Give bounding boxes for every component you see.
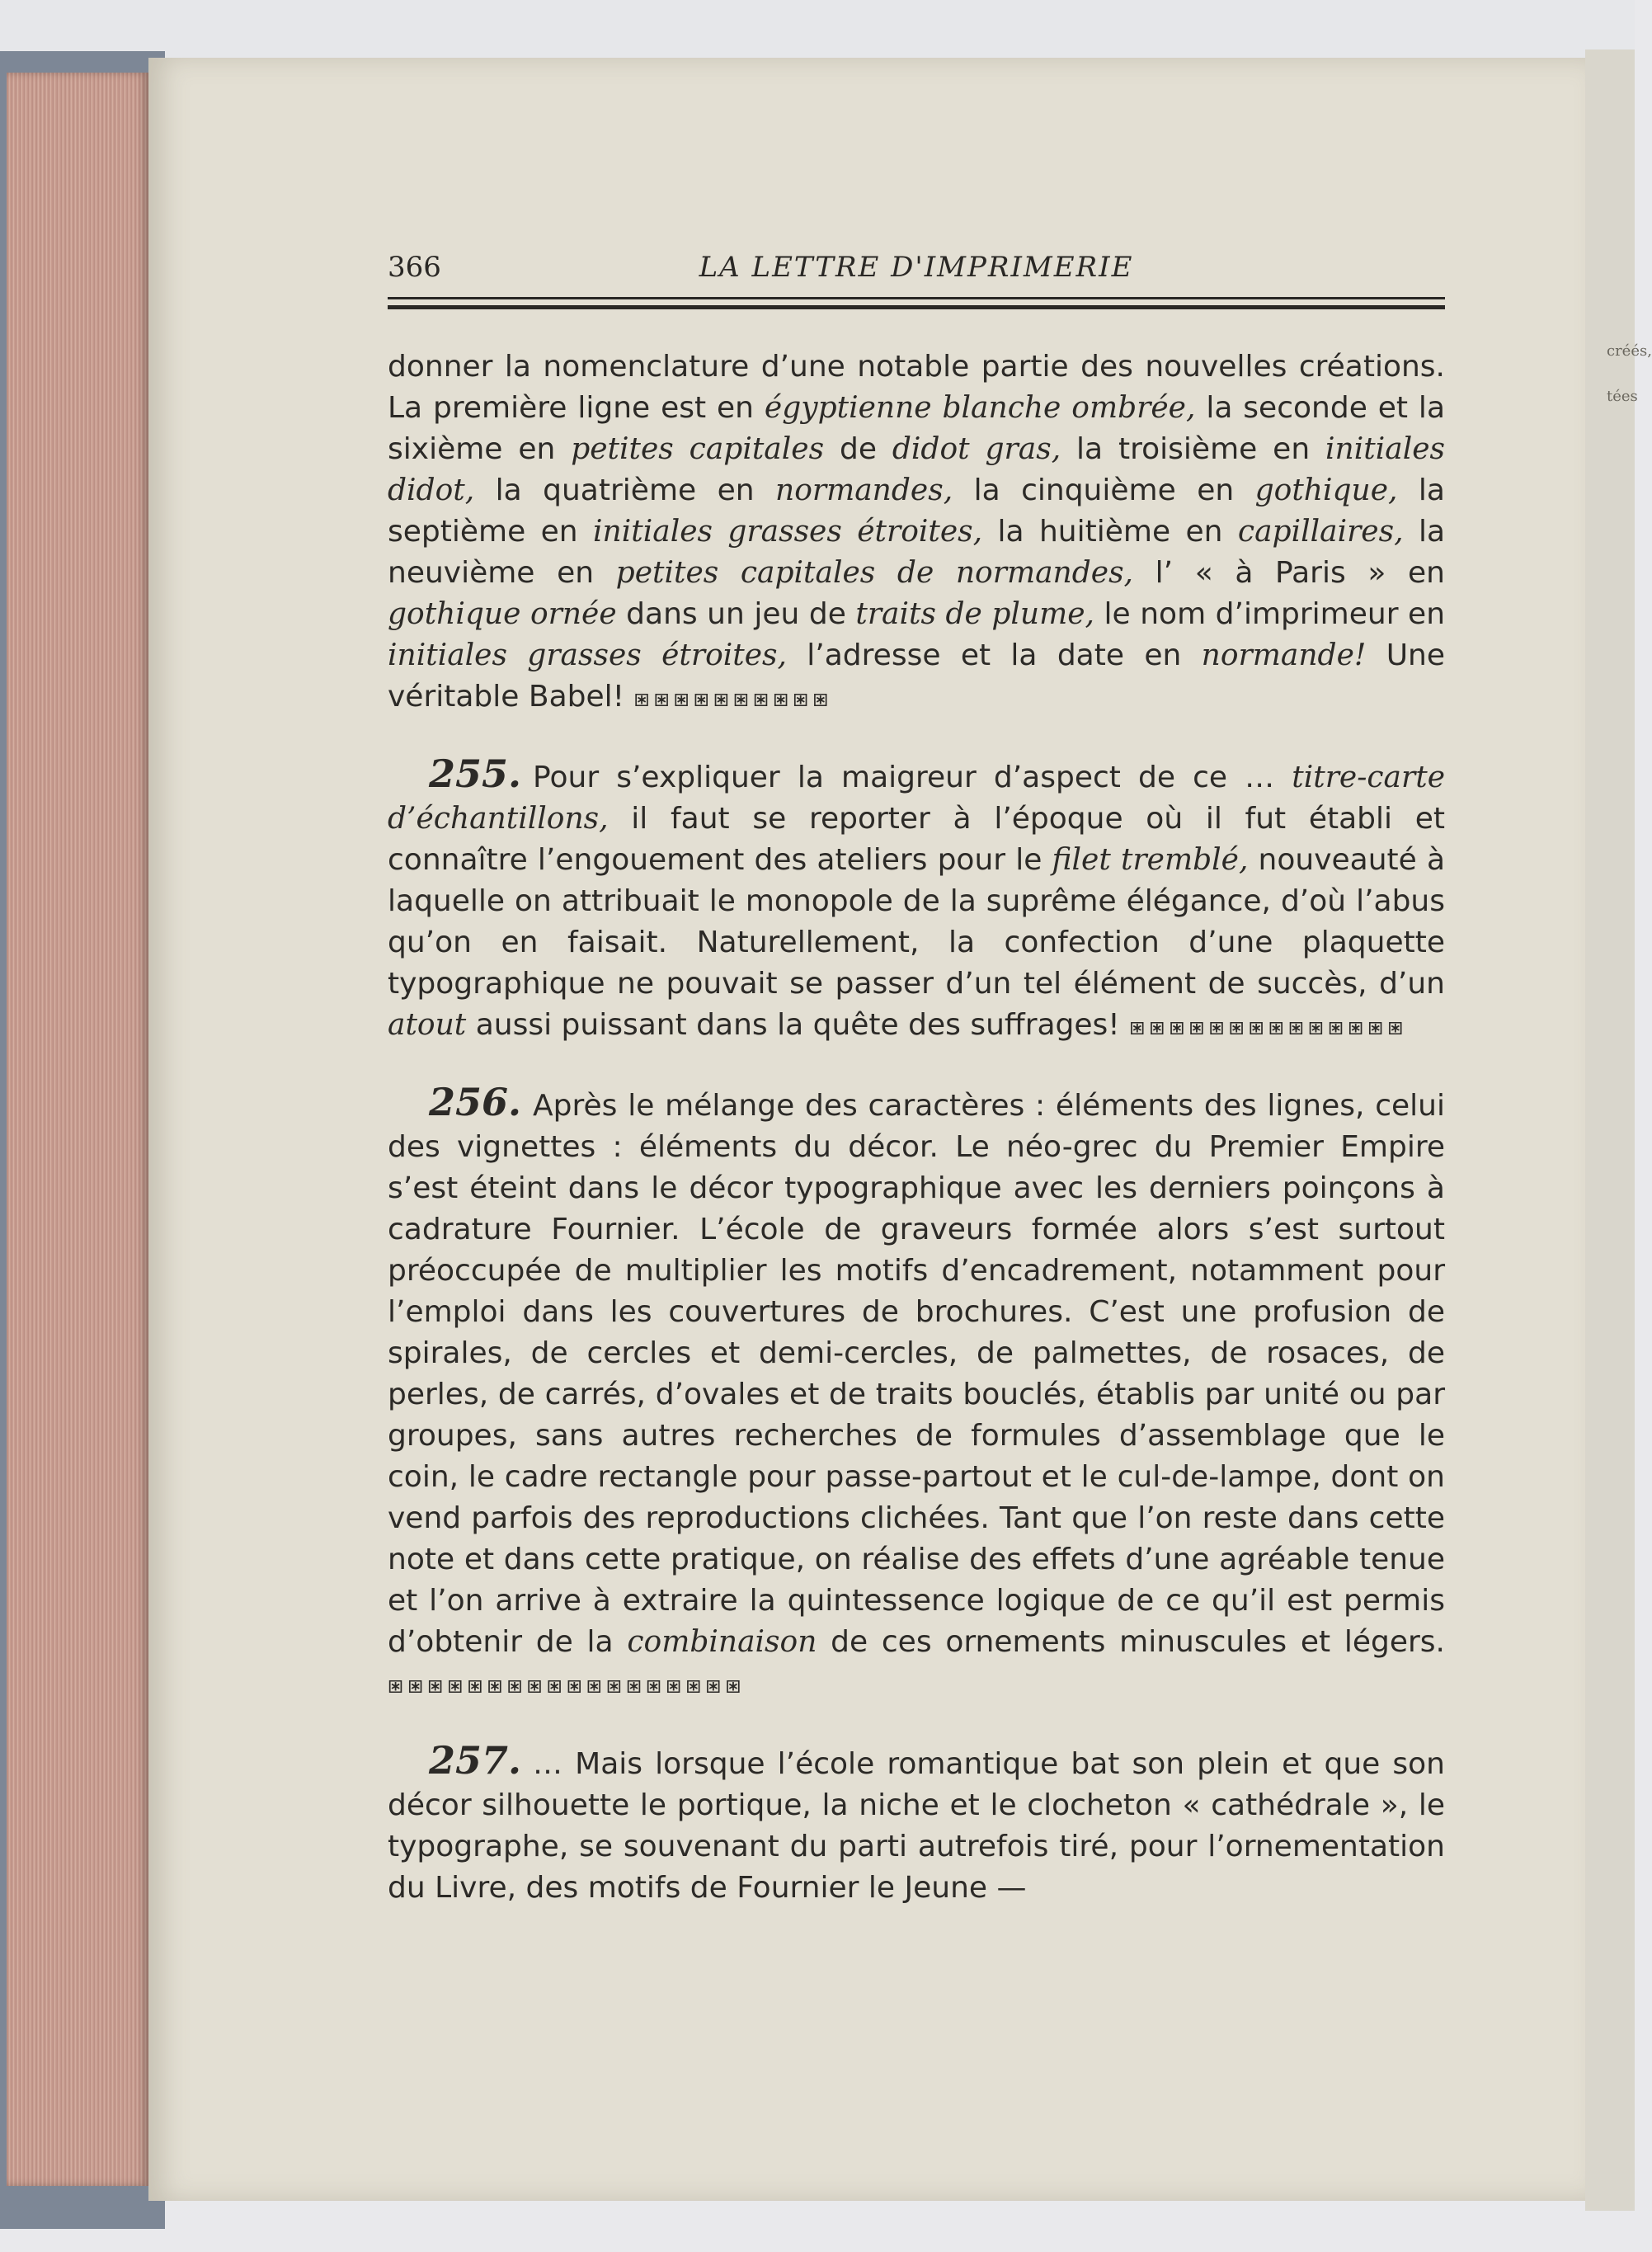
- header-rule-thin: [388, 297, 1445, 299]
- text-run: nouveauté à laquelle on attribuait le monopole de la suprême élégance, d’où l’abus qu’on en faisait. Naturellement, la confection d’une plaquette typographique ne pouvait se passer d’un tel élément de succès, d’un: [388, 843, 1445, 1001]
- ornament-row: ⧆⧆⧆⧆⧆⧆⧆⧆⧆⧆: [633, 684, 833, 713]
- text-run: de ces ornements minuscules et légers.: [817, 1625, 1446, 1659]
- text-run: la troisième en: [1061, 432, 1326, 466]
- running-title: LA LETTRE D'IMPRIMERIE: [699, 251, 1134, 284]
- text-run: la septième en: [388, 473, 1445, 549]
- italic-text: égyptienne blanche ombrée,: [764, 391, 1196, 425]
- text-run: la seconde et la sixième en: [388, 391, 1445, 466]
- italic-text: titre-carte d’échantillons,: [388, 761, 1445, 836]
- paragraph-number: 255.: [429, 751, 522, 796]
- italic-text: combinaison: [627, 1625, 817, 1659]
- text-run: la neuvième en: [388, 515, 1446, 590]
- header-rule-thick: [388, 305, 1445, 309]
- paragraph: [388, 1740, 1445, 1909]
- italic-text: initiales didot,: [388, 432, 1445, 507]
- text-run: donner la nomenclature d’une notable partie des nouvelles créations. La première ligne est en: [388, 350, 1445, 425]
- paragraph: [388, 1081, 1445, 1706]
- italic-text: normande!: [1201, 638, 1367, 672]
- italic-text: didot gras,: [892, 432, 1061, 466]
- italic-text: initiales grasses étroites,: [593, 515, 983, 549]
- text-run: l’ « à Paris » en: [1133, 556, 1445, 590]
- text-run: le nom d’imprimeur en: [1094, 597, 1446, 631]
- text-run: l’adresse et la date en: [786, 638, 1202, 672]
- italic-text: atout: [388, 1008, 467, 1042]
- text-run: la quatrième en: [474, 473, 776, 507]
- text-run: Pour s’expliquer la maigreur d’aspect de ce …: [533, 761, 1292, 794]
- margin-mark: tées: [1607, 388, 1638, 405]
- book-binding-top: [0, 0, 1635, 58]
- paragraph: [388, 753, 1445, 1048]
- italic-text: traits de plume,: [855, 597, 1095, 631]
- paragraph: [388, 346, 1445, 719]
- italic-text: capillaires,: [1237, 515, 1404, 549]
- running-header: [388, 247, 1445, 297]
- next-page-edge: [1585, 49, 1635, 2211]
- text-run: aussi puissant dans la quête des suffrages!: [466, 1008, 1130, 1042]
- italic-text: initiales grasses étroites,: [388, 638, 787, 672]
- italic-text: petites capitales: [571, 432, 825, 466]
- text-run: de: [824, 432, 892, 466]
- page-edges: [7, 73, 148, 2186]
- text-run: … Mais lorsque l’école romantique bat son plein et que son décor silhouette le portique, la niche et le clocheton « cathédrale », le typographe, se souvenant du parti autrefois tiré, pour l’ornementation du Livre, des motifs de Fournier le Jeune —: [388, 1747, 1445, 1905]
- paragraph-number: 256.: [429, 1080, 522, 1124]
- italic-text: petites capitales de normandes,: [615, 556, 1133, 590]
- text-run: Après le mélange des caractères : éléments des lignes, celui des vignettes : éléments du décor. Le néo-grec du Premier Empire s’est éteint dans le décor typographique avec les derniers poinçons à cadrature Fournier. L’école de graveurs formée alors s’est surtout préoccupée de multiplier les motifs d’encadrement, notamment pour l’emploi dans les couvertures de brochures. C’est une profusion de spirales, de cercles et demi-cercles, de palmettes, de rosaces, de perles, de carrés, d’ovales et de traits bouclés, établis par unité ou par groupes, sans autres recherches de formules d’assemblage que le coin, le cadre rectangle pour passe-partout et le cul-de-lampe, dont on vend parfois des reproductions clichées. Tant que l’on reste dans cette note et dans cette pratique, on réalise des effets d’une agréable tenue et l’on arrive à extraire la quintessence logique de ce qu’il est permis d’obtenir de la: [388, 1089, 1445, 1659]
- italic-text: normandes,: [775, 473, 953, 507]
- margin-mark: créés,: [1607, 342, 1652, 360]
- ornament-row: ⧆⧆⧆⧆⧆⧆⧆⧆⧆⧆⧆⧆⧆⧆: [1129, 1012, 1408, 1041]
- text-run: Une véritable Babel!: [388, 638, 1446, 714]
- text-run: la cinquième en: [953, 473, 1255, 507]
- ornament-row: ⧆⧆⧆⧆⧆⧆⧆⧆⧆⧆⧆⧆⧆⧆⧆⧆⧆⧆: [388, 1670, 746, 1699]
- text-run: dans un jeu de: [616, 597, 856, 631]
- page-number: 366: [388, 251, 441, 284]
- italic-text: gothique ornée: [388, 597, 617, 631]
- text-run: il faut se reporter à l’époque où il fut établi et connaître l’engouement des ateliers pour le: [388, 802, 1445, 877]
- body-text: [388, 346, 1445, 1943]
- italic-text: filet tremblé,: [1052, 843, 1249, 877]
- paragraph-number: 257.: [429, 1738, 522, 1783]
- text-run: la huitième en: [982, 515, 1238, 549]
- italic-text: gothique,: [1254, 473, 1398, 507]
